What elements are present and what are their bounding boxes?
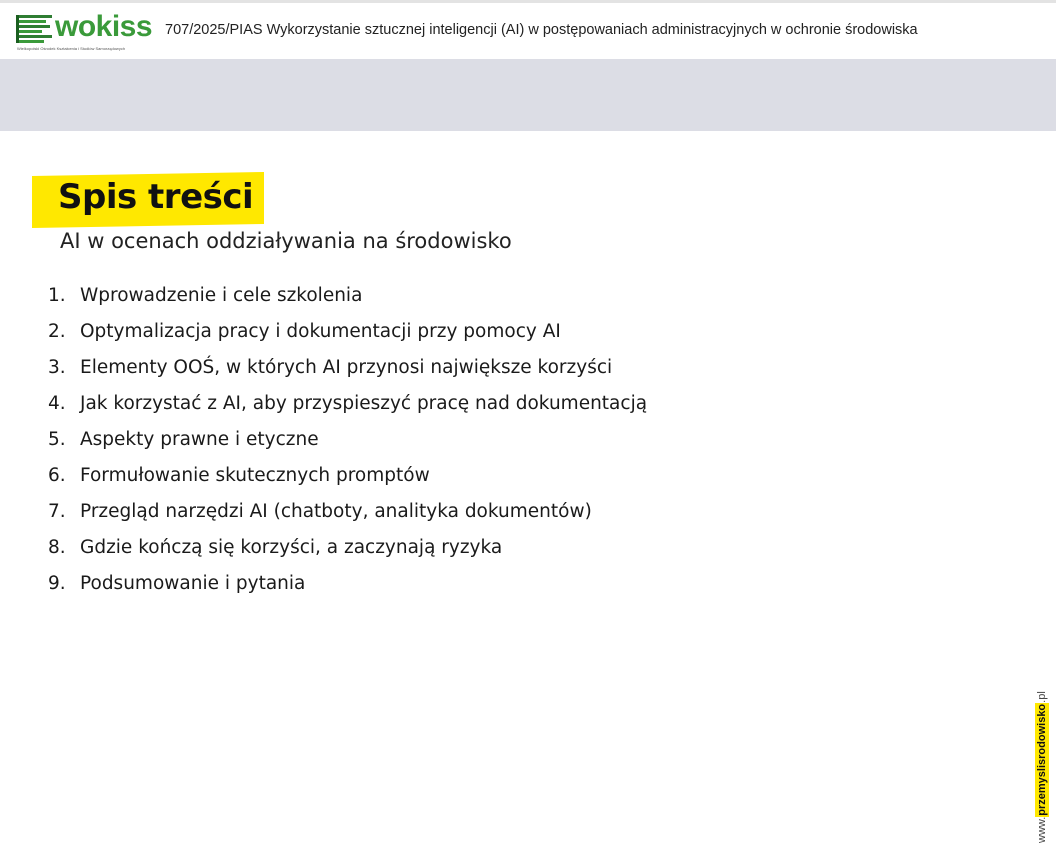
toc-item-number: 7.: [48, 500, 66, 522]
side-website-link[interactable]: [1033, 683, 1051, 843]
toc-item-number: 5.: [48, 428, 66, 450]
toc-item: [48, 349, 647, 385]
toc-item-label: Podsumowanie i pytania: [80, 572, 306, 594]
toc-item-label: Przegląd narzędzi AI (chatboty, analityka dokumentów): [80, 500, 592, 522]
table-of-contents: [48, 277, 647, 601]
slide-subheading: AI w ocenach oddziaływania na środowisko: [60, 229, 512, 253]
logo-wordmark: wokiss: [55, 10, 153, 43]
document-title: 707/2025/PIAS Wykorzystanie sztucznej inteligencji (AI) w postępowaniach administracyjnych w ochronie środowiska: [165, 22, 918, 38]
toc-item-number: 2.: [48, 320, 66, 342]
side-url-prefix: www.: [1036, 816, 1048, 843]
toc-item-number: 4.: [48, 392, 66, 414]
logo-tagline: Wielkopolski Ośrodek Kształcenia i Studiów Samorządowych: [17, 46, 126, 51]
side-url-suffix: .pl: [1036, 691, 1048, 703]
toc-item-label: Formułowanie skutecznych promptów: [80, 464, 430, 486]
wokiss-logo: [15, 10, 153, 55]
toc-item: [48, 421, 647, 457]
toc-item-number: 6.: [48, 464, 66, 486]
toc-item-label: Aspekty prawne i etyczne: [80, 428, 319, 450]
toc-item-label: Elementy OOŚ, w których AI przynosi największe korzyści: [80, 356, 613, 378]
header-bar: [0, 3, 1056, 59]
toc-item: [48, 385, 647, 421]
slide-heading: Spis treści: [58, 177, 254, 217]
slide-content: [0, 131, 1056, 843]
toc-item-number: 9.: [48, 572, 66, 594]
toc-item: [48, 313, 647, 349]
toc-item: [48, 565, 647, 601]
toc-item-number: 1.: [48, 284, 66, 306]
toc-item-number: 3.: [48, 356, 66, 378]
toc-item-label: Optymalizacja pracy i dokumentacji przy pomocy AI: [80, 320, 561, 342]
toc-item: [48, 493, 647, 529]
toc-item-label: Gdzie kończą się korzyści, a zaczynają ryzyka: [80, 536, 503, 558]
side-url-domain: przemyslisrodowisko: [1036, 703, 1048, 816]
toc-item: [48, 529, 647, 565]
toc-item: [48, 277, 647, 313]
toc-item-label: Wprowadzenie i cele szkolenia: [80, 284, 363, 306]
toolbar-band: [0, 59, 1056, 131]
toc-item: [48, 457, 647, 493]
toc-item-label: Jak korzystać z AI, aby przyspieszyć pracę nad dokumentacją: [80, 392, 648, 414]
wokiss-logo-bars-icon: [15, 13, 55, 47]
toc-item-number: 8.: [48, 536, 66, 558]
